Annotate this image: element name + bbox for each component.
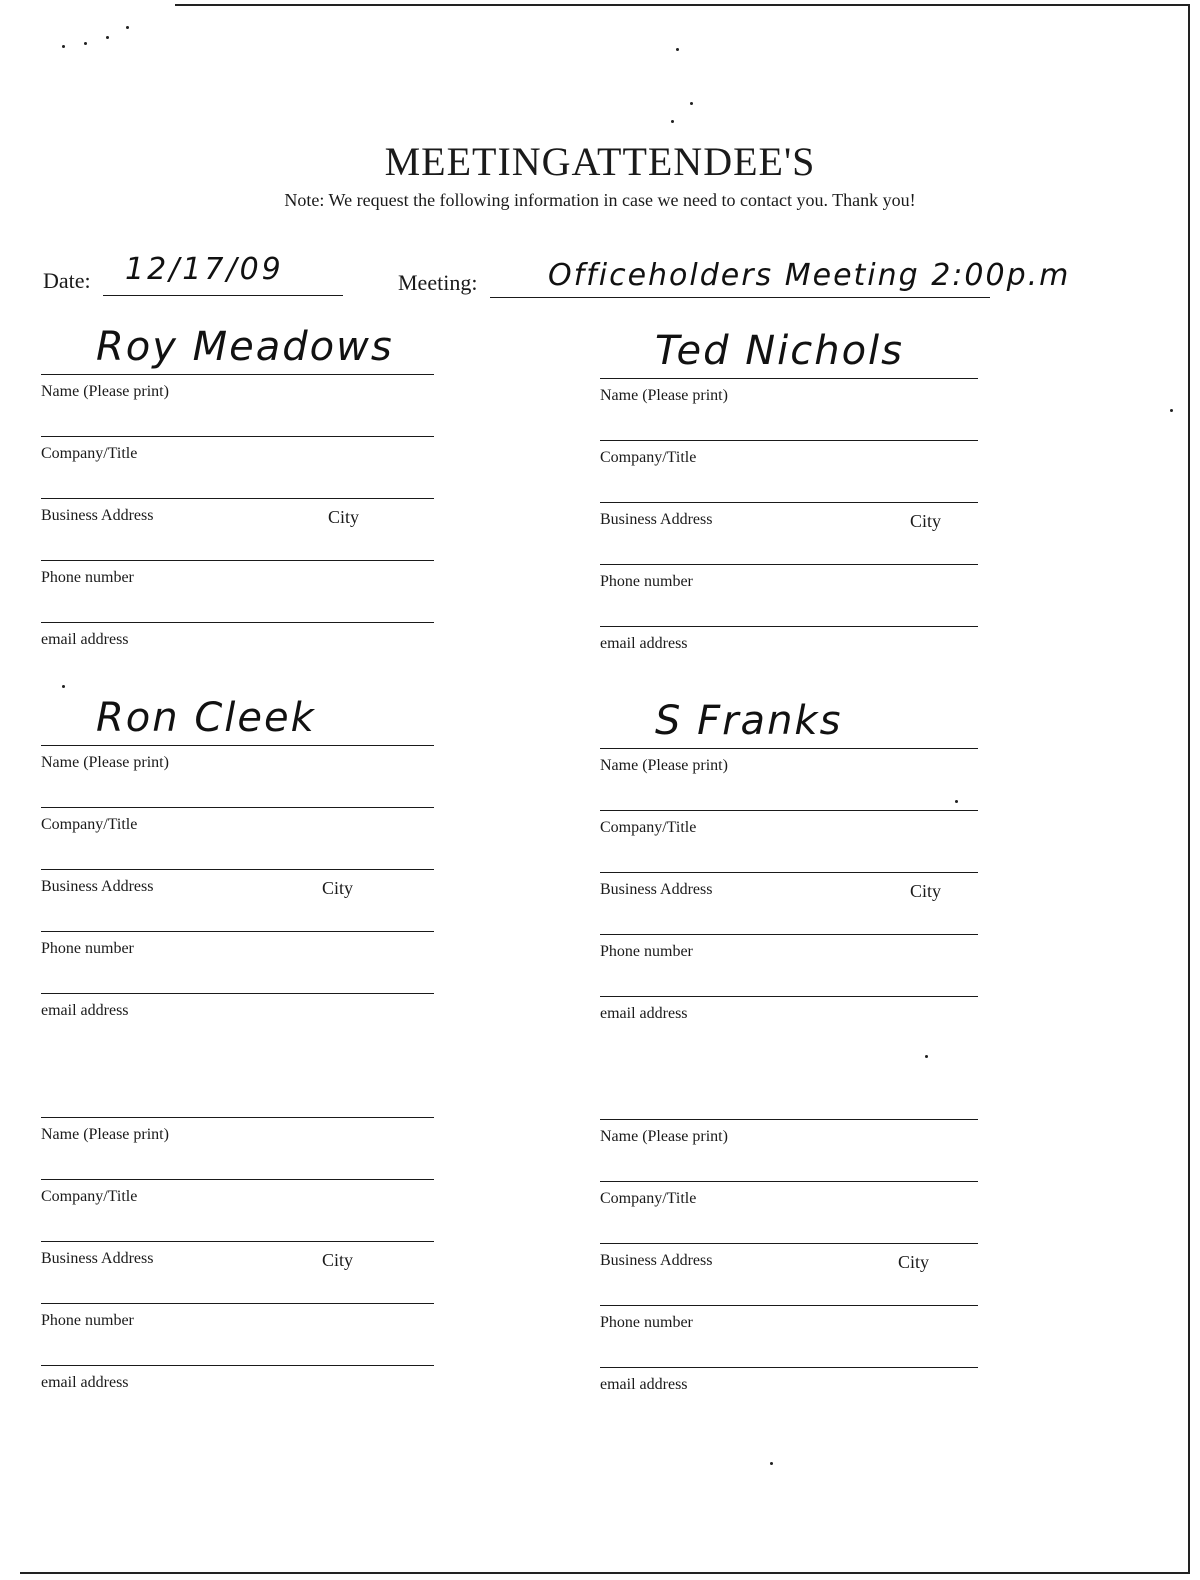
scan-speck: [1170, 409, 1173, 412]
attendee-1-company-line: [41, 436, 434, 437]
attendee-5-name-label: Name (Please print): [41, 1126, 169, 1143]
attendee-2-address-label: Business Address: [600, 511, 713, 528]
attendee-5-email-line: [41, 1365, 434, 1366]
scan-speck: [676, 48, 679, 51]
attendee-1-email-line: [41, 622, 434, 623]
attendee-2-name-label: Name (Please print): [600, 387, 728, 404]
attendee-1-city-label: City: [328, 507, 360, 527]
attendee-2-company-label: Company/Title: [600, 449, 697, 466]
attendee-6-company-line: [600, 1181, 978, 1182]
scan-border-right: [1188, 4, 1190, 1574]
attendee-4-email-label: email address: [600, 1005, 688, 1022]
attendee-6-name-line: [600, 1119, 978, 1120]
attendee-3-address-line: [41, 869, 434, 870]
attendee-6-email-line: [600, 1367, 978, 1368]
attendee-3-city-label: City: [322, 878, 354, 898]
attendee-1-address-line: [41, 498, 434, 499]
meeting-label: Meeting:: [398, 270, 478, 295]
attendee-6-phone-line: [600, 1305, 978, 1306]
scan-speck: [925, 1055, 928, 1058]
attendee-2-name-handwritten: Ted Nichols: [655, 328, 905, 374]
attendee-2-phone-line: [600, 564, 978, 565]
attendee-2-email-line: [600, 626, 978, 627]
attendee-5-phone-line: [41, 1303, 434, 1304]
attendee-2-phone-label: Phone number: [600, 573, 693, 590]
scan-speck: [126, 26, 129, 29]
attendee-1-phone-label: Phone number: [41, 569, 134, 586]
scan-speck: [955, 800, 958, 803]
attendee-2-email-label: email address: [600, 635, 688, 652]
attendee-1-company-label: Company/Title: [41, 445, 138, 462]
attendee-4-name-handwritten: S Franks: [655, 698, 843, 744]
attendee-1-address-label: Business Address: [41, 507, 154, 524]
attendee-3-email-label: email address: [41, 1002, 129, 1019]
date-label: Date:: [43, 268, 91, 293]
attendee-2-name-line: [600, 378, 978, 379]
page-title: MEETINGATTENDEE'S: [384, 139, 816, 184]
attendee-2-company-line: [600, 440, 978, 441]
scan-speck: [84, 42, 87, 45]
attendee-5-address-line: [41, 1241, 434, 1242]
attendee-5-company-line: [41, 1179, 434, 1180]
attendee-5-email-label: email address: [41, 1374, 129, 1391]
scan-speck: [770, 1462, 773, 1465]
attendee-6-address-label: Business Address: [600, 1252, 713, 1269]
attendee-6-name-label: Name (Please print): [600, 1128, 728, 1145]
date-handwritten: 12/17/09: [125, 252, 284, 287]
attendee-6-city-label: City: [898, 1252, 930, 1272]
attendee-5-city-label: City: [322, 1250, 354, 1270]
attendee-2-address-line: [600, 502, 978, 503]
attendee-6-email-label: email address: [600, 1376, 688, 1393]
attendee-4-phone-line: [600, 934, 978, 935]
scan-speck: [62, 45, 65, 48]
attendee-3-name-handwritten: Ron Cleek: [96, 695, 316, 741]
attendee-3-company-line: [41, 807, 434, 808]
meeting-line: [490, 297, 990, 298]
attendee-1-name-label: Name (Please print): [41, 383, 169, 400]
scan-border-top: [175, 4, 1190, 6]
attendee-1-phone-line: [41, 560, 434, 561]
attendee-4-address-line: [600, 872, 978, 873]
attendee-4-address-label: Business Address: [600, 881, 713, 898]
attendee-6-address-line: [600, 1243, 978, 1244]
attendee-3-company-label: Company/Title: [41, 816, 138, 833]
scan-border-bottom: [20, 1572, 1190, 1574]
attendee-4-name-line: [600, 748, 978, 749]
attendee-5-phone-label: Phone number: [41, 1312, 134, 1329]
attendee-5-name-line: [41, 1117, 434, 1118]
attendee-1-name-line: [41, 374, 434, 375]
scan-speck: [106, 36, 109, 39]
scan-speck: [690, 102, 693, 105]
attendee-3-address-label: Business Address: [41, 878, 154, 895]
meeting-handwritten: Officeholders Meeting 2:00p.m: [548, 258, 1071, 293]
attendee-2-city-label: City: [910, 511, 942, 531]
attendee-4-company-line: [600, 810, 978, 811]
attendee-1-name-handwritten: Roy Meadows: [96, 324, 394, 370]
scan-speck: [62, 685, 65, 688]
attendee-4-email-line: [600, 996, 978, 997]
attendee-4-city-label: City: [910, 881, 942, 901]
attendee-6-company-label: Company/Title: [600, 1190, 697, 1207]
attendee-3-email-line: [41, 993, 434, 994]
attendee-4-company-label: Company/Title: [600, 819, 697, 836]
attendee-5-company-label: Company/Title: [41, 1188, 138, 1205]
scan-speck: [671, 120, 674, 123]
request-note: Note: We request the following information in case we need to contact you. Thank you!: [284, 190, 916, 210]
attendee-6-phone-label: Phone number: [600, 1314, 693, 1331]
attendee-3-phone-line: [41, 931, 434, 932]
attendee-3-name-line: [41, 745, 434, 746]
attendee-1-email-label: email address: [41, 631, 129, 648]
attendee-3-phone-label: Phone number: [41, 940, 134, 957]
attendee-3-name-label: Name (Please print): [41, 754, 169, 771]
attendee-5-address-label: Business Address: [41, 1250, 154, 1267]
date-line: [103, 295, 343, 296]
attendee-4-phone-label: Phone number: [600, 943, 693, 960]
attendee-4-name-label: Name (Please print): [600, 757, 728, 774]
